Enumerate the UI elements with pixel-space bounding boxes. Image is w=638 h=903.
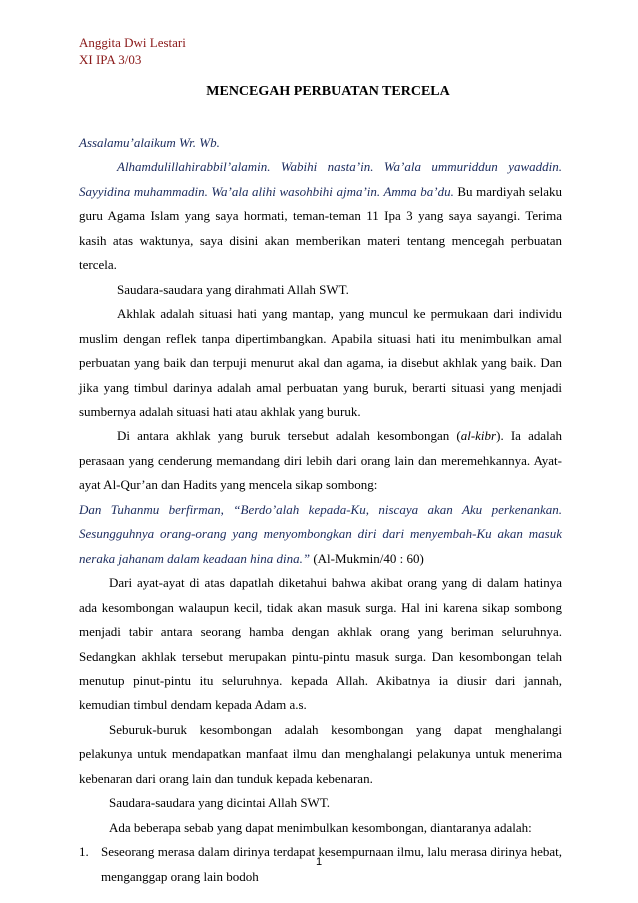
opening-paragraph [79,155,562,277]
list-item-number: 1. [79,844,89,860]
author-block [79,34,186,68]
quote-paragraph [79,498,562,571]
quote-reference: (Al-Mukmin/40 : 60) [310,550,424,566]
page-number: 1 [315,856,323,868]
address-paragraph-2: Saudara-saudara yang dicintai Allah SWT. [109,795,331,811]
quote-text: Dan Tuhanmu berfirman, “Berdo’alah kepada-Ku, niscaya akan Aku perkenankan. Sesungguhnya orang-orang yang menyombongkan diri dari menyembah-Ku akan masuk neraka jahanam dalam keadaan hina dina.” [79,501,562,566]
akhlak-paragraph: Akhlak adalah situasi hati yang mantap, yang muncul ke permukaan dari individu muslim dengan reflek tanpa dipertimbangkan. Apabila situasi hati itu menimbulkan amal perbuatan yang baik dan terpuji menurut akal dan agama, ia disebut akhlak yang baik. Dan jika yang timbul darinya adalah amal perbuatan yang buruk, berarti situasi yang menjadi sumbernya adalah situasi hati atau akhlak yang buruk. [79,306,562,419]
kesombongan-paragraph [79,424,562,497]
author-class: XI IPA 3/03 [79,52,142,67]
kesombongan-text-b: ). Ia adalah perasaan yang cenderung memandang diri lebih dari orang lain dan meremehkannya. Ayat-ayat Al-Qur’an dan Hadits yang mencela sikap sombong: [79,428,562,493]
kesombongan-term: al-kibr [460,428,497,444]
list-item-text: Seseorang merasa dalam dirinya terdapat kesempurnaan ilmu, lalu merasa dirinya hebat, menganggap orang lain bodoh [101,844,562,884]
document-body [79,131,562,889]
address-paragraph-1: Saudara-saudara yang dirahmati Allah SWT. [117,281,349,297]
greeting-paragraph: Assalamu’alaikum Wr. Wb. [79,135,220,150]
opening-text: Bu mardiyah selaku guru Agama Islam yang saya hormati, teman-teman 11 Ipa 3 yang saya sayangi. Terima kasih atas waktunya, saya disini akan memberikan materi tentang mencegah perbuatan tercela. [79,183,562,273]
worst-kesombongan-paragraph: Seburuk-buruk kesombongan adalah kesombongan yang dapat menghalangi pelakunya untuk mendapatkan manfaat ilmu dan menghalangi pelakunya untuk menerima kebenaran dari orang lain dan tunduk kepada kebenaran. [79,721,562,786]
opening-arabic-text: Alhamdulillahirabbil’alamin. Wabihi nasta’in. Wa’ala ummuriddun yawaddin. Sayyidina muhammadin. Wa’ala alihi wasohbihi ajma’in. Amma ba’du. [79,159,562,199]
kesombongan-text-a: Di antara akhlak yang buruk tersebut adalah kesombongan ( [117,428,461,444]
document-title: MENCEGAH PERBUATAN TERCELA [206,84,450,99]
causes-intro-paragraph: Ada beberapa sebab yang dapat menimbulkan kesombongan, diantaranya adalah: [109,819,532,835]
author-name: Anggita Dwi Lestari [79,35,186,50]
consequence-paragraph: Dari ayat-ayat di atas dapatlah diketahui bahwa akibat orang yang di dalam hatinya ada kesombongan walaupun kecil, tidak akan masuk surga. Hal ini karena sikap sombong menjadi tabir antara seorang hamba dengan akhlak orang yang beriman seluruhnya. Sedangkan akhlak tersebut merupakan pintu-pintu masuk surga. Dan kesombongan telah menutup pinut-pintu itu seluruhnya. kepada Allah. Akibatnya ia diusir dari jannah, kemudian timbul dendam kepada Adam a.s. [79,575,562,713]
